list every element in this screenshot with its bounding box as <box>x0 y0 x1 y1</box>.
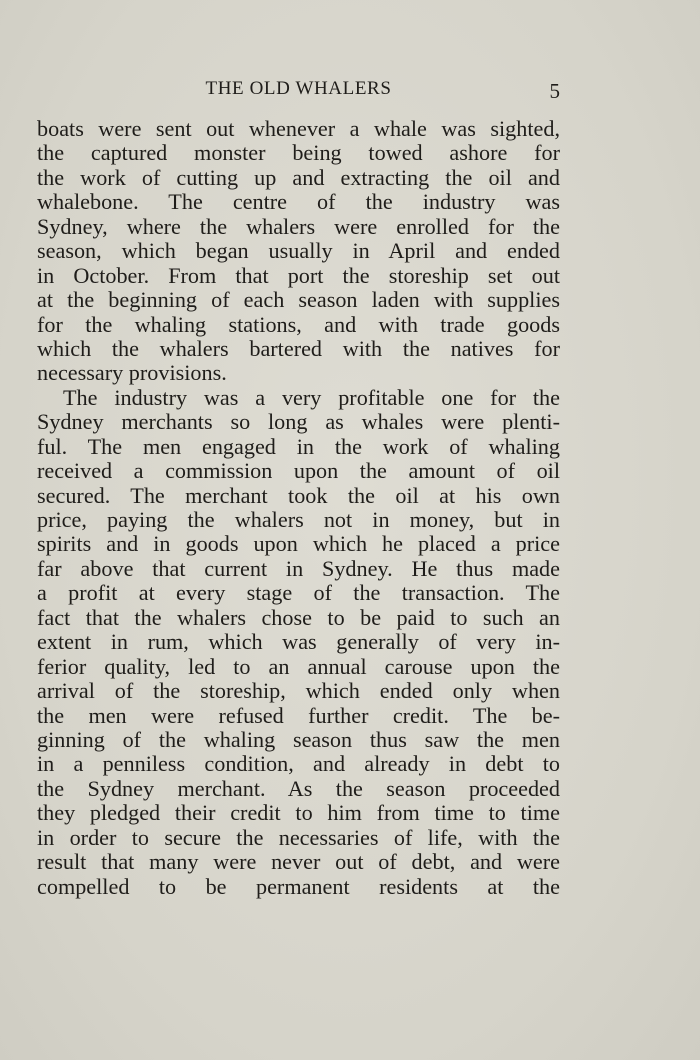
text-line: whalebone. The centre of the industry was <box>37 189 560 215</box>
text-line: the Sydney merchant. As the season proceeded <box>37 775 560 801</box>
text-line: spirits and in goods upon which he placed a price <box>37 531 560 557</box>
text-line: result that many were never out of debt, and were <box>37 849 560 875</box>
text-line: extent in rum, which was generally of very in- <box>37 629 560 655</box>
text-line: they pledged their credit to him from time to time <box>37 800 560 826</box>
text-line: in order to secure the necessaries of life, with the <box>37 824 560 850</box>
text-line: in a penniless condition, and already in debt to <box>37 751 560 777</box>
text-line: ferior quality, led to an annual carouse upon the <box>37 653 560 679</box>
running-title: THE OLD WHALERS <box>205 78 392 99</box>
text-line: at the beginning of each season laden with supplies <box>37 287 560 313</box>
text-line: price, paying the whalers not in money, but in <box>37 507 560 532</box>
text-line: secured. The merchant took the oil at his own <box>37 482 560 508</box>
text-line: in October. From that port the storeship set out <box>37 262 560 288</box>
body-text <box>37 117 560 899</box>
text-line: for the whaling stations, and with trade goods <box>37 311 560 337</box>
text-line: the work of cutting up and extracting the oil and <box>37 164 560 190</box>
text-line: Sydney merchants so long as whales were plenti- <box>37 409 560 435</box>
text-line: received a commission upon the amount of oil <box>37 458 560 484</box>
page-number: 5 <box>549 79 560 103</box>
text-line: arrival of the storeship, which ended only when <box>37 678 560 704</box>
text-line: ginning of the whaling season thus saw the men <box>37 726 560 752</box>
running-head <box>37 76 560 102</box>
text-line: ful. The men engaged in the work of whaling <box>37 433 560 459</box>
text-line: season, which began usually in April and ended <box>37 238 560 264</box>
paragraph-end-line: necessary provisions. <box>37 360 227 386</box>
text-line: the captured monster being towed ashore for <box>37 140 560 166</box>
text-line: a profit at every stage of the transaction. The <box>37 580 560 606</box>
text-line: which the whalers bartered with the natives for <box>37 335 560 361</box>
text-line: fact that the whalers chose to be paid to such an <box>37 604 560 630</box>
text-line: compelled to be permanent residents at the <box>37 873 560 899</box>
text-line: far above that current in Sydney. He thus made <box>37 555 560 581</box>
text-line: Sydney, where the whalers were enrolled for the <box>37 213 560 239</box>
paragraph-first-line: The industry was a very profitable one for the <box>63 384 560 410</box>
text-line: the men were refused further credit. The be- <box>37 702 560 728</box>
text-line: boats were sent out whenever a whale was sighted, <box>37 116 560 141</box>
